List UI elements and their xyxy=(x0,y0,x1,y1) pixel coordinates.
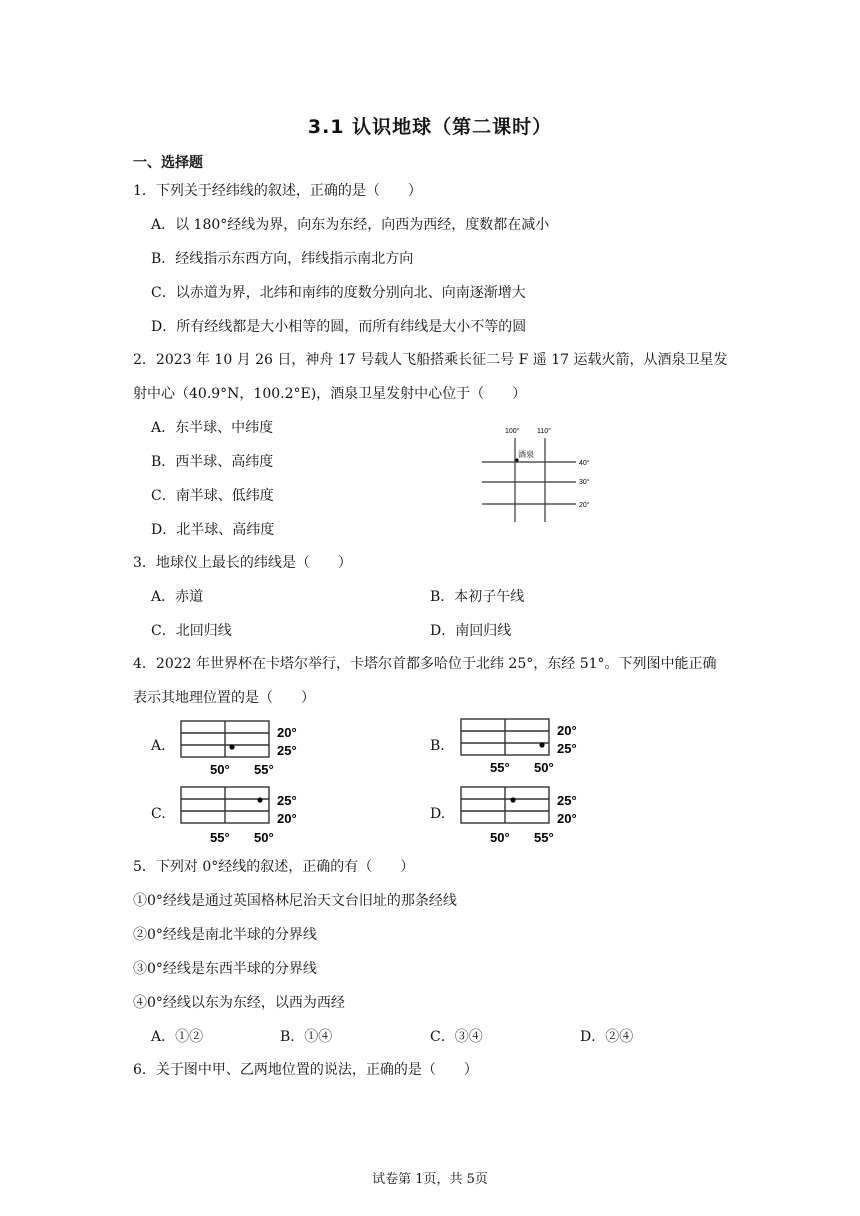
question-2-option-b: B．西半球、高纬度 xyxy=(151,454,274,470)
question-1-option-a: A．以 180°经线为界，向东为东经，向西为西经，度数都在减小 xyxy=(151,217,550,233)
question-3-option-b: B．本初子午线 xyxy=(430,589,525,605)
question-5-option-b: B．①④ xyxy=(280,1029,333,1045)
question-5-option-c: C．③④ xyxy=(430,1029,483,1045)
question-1-option-d: D．所有经线都是大小相等的圆，而所有纬线是大小不等的圆 xyxy=(151,319,527,335)
map-lat-30: 30° xyxy=(579,479,590,486)
question-5-statement-1: ①0°经线是通过英国格林尼治天文台旧址的那条经线 xyxy=(133,893,457,909)
option-a-lat-bottom: 25° xyxy=(277,743,297,758)
section-heading: 一、选择题 xyxy=(133,155,203,171)
option-a-lon-left: 50° xyxy=(210,762,230,777)
option-c-lon-right: 50° xyxy=(254,830,274,845)
option-b-lat-bottom: 25° xyxy=(557,741,577,756)
option-a-lon-right: 55° xyxy=(254,762,274,777)
option-a-lat-top: 20° xyxy=(277,725,297,740)
question-3-option-a: A．赤道 xyxy=(151,589,204,605)
option-d-lat-top: 25° xyxy=(557,793,577,808)
page-title: 3.1 认识地球（第二课时） xyxy=(307,116,553,138)
question-2-stem-line1: 2．2023 年 10 月 26 日，神舟 17 号载人飞船搭乘长征二号 F 遥 17 运载火箭，从酒泉卫星发 xyxy=(133,352,728,368)
option-d-grid xyxy=(458,784,588,850)
question-4-option-b: B. xyxy=(430,738,445,754)
question-3-option-d: D．南回归线 xyxy=(430,623,512,639)
jiuquan-grid-map xyxy=(478,420,608,534)
question-3-stem: 3．地球仪上最长的纬线是（ ） xyxy=(133,555,352,571)
page-footer: 试卷第 1页，共 5页 xyxy=(372,1172,488,1187)
question-5-option-a: A．①② xyxy=(151,1029,204,1045)
question-4-option-a: A. xyxy=(151,738,166,754)
option-c-lat-top: 25° xyxy=(277,793,297,808)
question-1-option-c: C．以赤道为界，北纬和南纬的度数分别向北、向南逐渐增大 xyxy=(151,285,526,301)
option-b-lon-left: 55° xyxy=(490,760,510,775)
question-1-stem: 1．下列关于经纬线的叙述，正确的是（ ） xyxy=(133,183,422,199)
question-6-stem: 6．关于图中甲、乙两地位置的说法，正确的是（ ） xyxy=(133,1062,478,1078)
question-2-option-c: C．南半球、低纬度 xyxy=(151,488,274,504)
question-2-option-a: A．东半球、中纬度 xyxy=(151,420,274,436)
question-4-stem-line2: 表示其地理位置的是（ ） xyxy=(133,690,315,706)
option-c-grid xyxy=(178,784,308,850)
option-c-lat-bottom: 20° xyxy=(277,811,297,826)
option-d-lon-left: 50° xyxy=(490,830,510,845)
question-4-option-d: D. xyxy=(430,806,446,822)
question-5-stem: 5．下列对 0°经线的叙述，正确的有（ ） xyxy=(133,859,415,875)
option-b-lon-right: 50° xyxy=(534,760,554,775)
question-4-stem-line1: 4．2022 年世界杯在卡塔尔举行，卡塔尔首都多哈位于北纬 25°，东经 51°。下列图中能正确 xyxy=(133,656,717,672)
option-d-lat-bottom: 20° xyxy=(557,811,577,826)
question-5-statement-3: ③0°经线是东西半球的分界线 xyxy=(133,961,317,977)
map-lat-20: 20° xyxy=(579,502,590,509)
option-d-lon-right: 55° xyxy=(534,830,554,845)
question-4-option-c: C. xyxy=(151,806,166,822)
option-b-grid xyxy=(458,716,588,782)
question-2-option-d: D．北半球、高纬度 xyxy=(151,522,275,538)
question-3-option-c: C．北回归线 xyxy=(151,623,232,639)
map-lat-40: 40° xyxy=(579,460,590,467)
option-b-lat-top: 20° xyxy=(557,723,577,738)
map-jiuquan-label: 酒泉 xyxy=(518,450,534,459)
option-a-grid xyxy=(178,718,308,784)
question-1-option-b: B．经线指示东西方向，纬线指示南北方向 xyxy=(151,251,414,267)
option-c-lon-left: 55° xyxy=(210,830,230,845)
question-2-stem-line2: 射中心（40.9°N，100.2°E)，酒泉卫星发射中心位于（ ） xyxy=(133,386,527,402)
question-5-option-d: D．②④ xyxy=(580,1029,634,1045)
map-lon-100: 100° xyxy=(505,428,520,435)
question-5-statement-4: ④0°经线以东为东经，以西为西经 xyxy=(133,995,345,1011)
map-lon-110: 110° xyxy=(537,428,551,435)
question-5-statement-2: ②0°经线是南北半球的分界线 xyxy=(133,927,317,943)
